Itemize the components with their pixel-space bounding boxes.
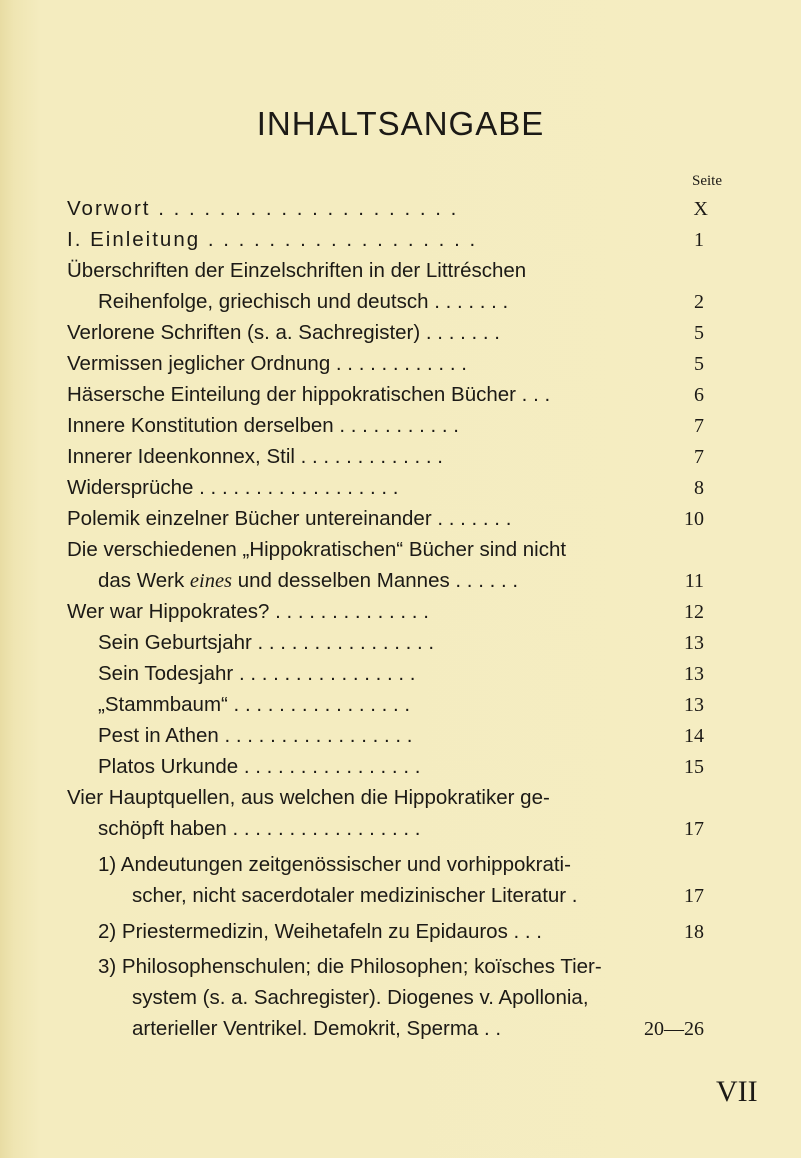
toc-entry	[98, 569, 518, 593]
toc-entry-text: das Werk	[98, 569, 190, 592]
toc-entry-italic: eines	[189, 570, 233, 592]
toc-entry: Platos Urkunde . . . . . . . . . . . . . . . .	[98, 755, 421, 778]
toc-page-number: 12	[684, 601, 704, 623]
toc-page-number: 6	[694, 384, 704, 406]
toc-entry: Innere Konstitution derselben . . . . . . . . . . .	[67, 414, 459, 437]
toc-page-number: 11	[684, 570, 704, 592]
toc-entry: Verlorene Schriften (s. a. Sachregister) . . . . . . .	[67, 321, 500, 344]
page-column-header: Seite	[692, 173, 722, 189]
toc-page-number: 15	[684, 756, 704, 778]
toc-entry: Sein Geburtsjahr . . . . . . . . . . . . . . . .	[98, 631, 435, 654]
toc-page-number: 5	[694, 353, 704, 375]
toc-entry: Sein Todesjahr . . . . . . . . . . . . . . . .	[98, 662, 416, 685]
toc-entry: Häsersche Einteilung der hippokratischen Bücher . . .	[67, 383, 551, 406]
toc-entry: Polemik einzelner Bücher untereinander . . . . . . .	[67, 507, 512, 530]
toc-page-number: 7	[694, 446, 704, 468]
toc-page-number: 20—26	[644, 1018, 704, 1040]
toc-entry: Innerer Ideenkonnex, Stil . . . . . . . . . . . . .	[67, 445, 444, 468]
toc-page-number: 13	[684, 694, 704, 716]
toc-page-number: 18	[684, 921, 704, 943]
toc-page-number: 14	[684, 725, 704, 747]
page-title: INHALTSANGABE	[256, 105, 545, 142]
toc-entry: Wer war Hippokrates? . . . . . . . . . . . . . .	[67, 600, 429, 623]
toc-page-number: 10	[684, 508, 704, 530]
toc-entry: Pest in Athen . . . . . . . . . . . . . . . . .	[98, 724, 413, 747]
toc-page-number: X	[693, 198, 708, 220]
toc-page-number: 8	[694, 477, 704, 499]
toc-entry: 2) Priestermedizin, Weihetafeln zu Epidauros . . .	[98, 920, 542, 943]
toc-page-number: 17	[684, 818, 704, 840]
toc-entry: Vier Hauptquellen, aus welchen die Hippokratiker ge-	[67, 786, 550, 809]
toc-page-number: 7	[694, 415, 704, 437]
toc-page-number: 13	[684, 663, 704, 685]
toc-page-number: 13	[684, 632, 704, 654]
toc-entry: arterieller Ventrikel. Demokrit, Sperma . .	[132, 1017, 502, 1040]
toc-page-number: 2	[694, 291, 704, 313]
toc-entry-text: und desselben Mannes . . . . . .	[232, 569, 519, 592]
toc-entry: scher, nicht sacerdotaler medizinischer Literatur .	[132, 884, 578, 907]
toc-entry-einleitung: I. Einleitung . . . . . . . . . . . . . . . . . .	[67, 228, 478, 251]
page-number: VII	[716, 1075, 758, 1108]
toc-entry: Reihenfolge, griechisch und deutsch . . . . . . .	[98, 290, 509, 313]
toc-entry: Vermissen jeglicher Ordnung . . . . . . . . . . . .	[67, 352, 467, 375]
toc-entry-vorwort: Vorwort . . . . . . . . . . . . . . . . . . . .	[67, 197, 459, 220]
toc-entry: 3) Philosophenschulen; die Philosophen; koïsches Tier-	[98, 955, 602, 978]
toc-page-number: 17	[684, 885, 704, 907]
toc-entry: system (s. a. Sachregister). Diogenes v. Apollonia,	[132, 986, 589, 1009]
toc-entry: Widersprüche . . . . . . . . . . . . . . . . . .	[67, 476, 399, 499]
toc-page-number: 5	[694, 322, 704, 344]
toc-entry: schöpft haben . . . . . . . . . . . . . . . . .	[98, 817, 421, 840]
toc-entry: 1) Andeutungen zeitgenössischer und vorhippokrati-	[98, 853, 571, 876]
toc-page-number: 1	[694, 229, 704, 251]
toc-entry: „Stammbaum“ . . . . . . . . . . . . . . . .	[98, 693, 411, 716]
toc-entry: Die verschiedenen „Hippokratischen“ Bücher sind nicht	[67, 538, 567, 561]
toc-entry: Überschriften der Einzelschriften in der Littréschen	[67, 259, 527, 282]
